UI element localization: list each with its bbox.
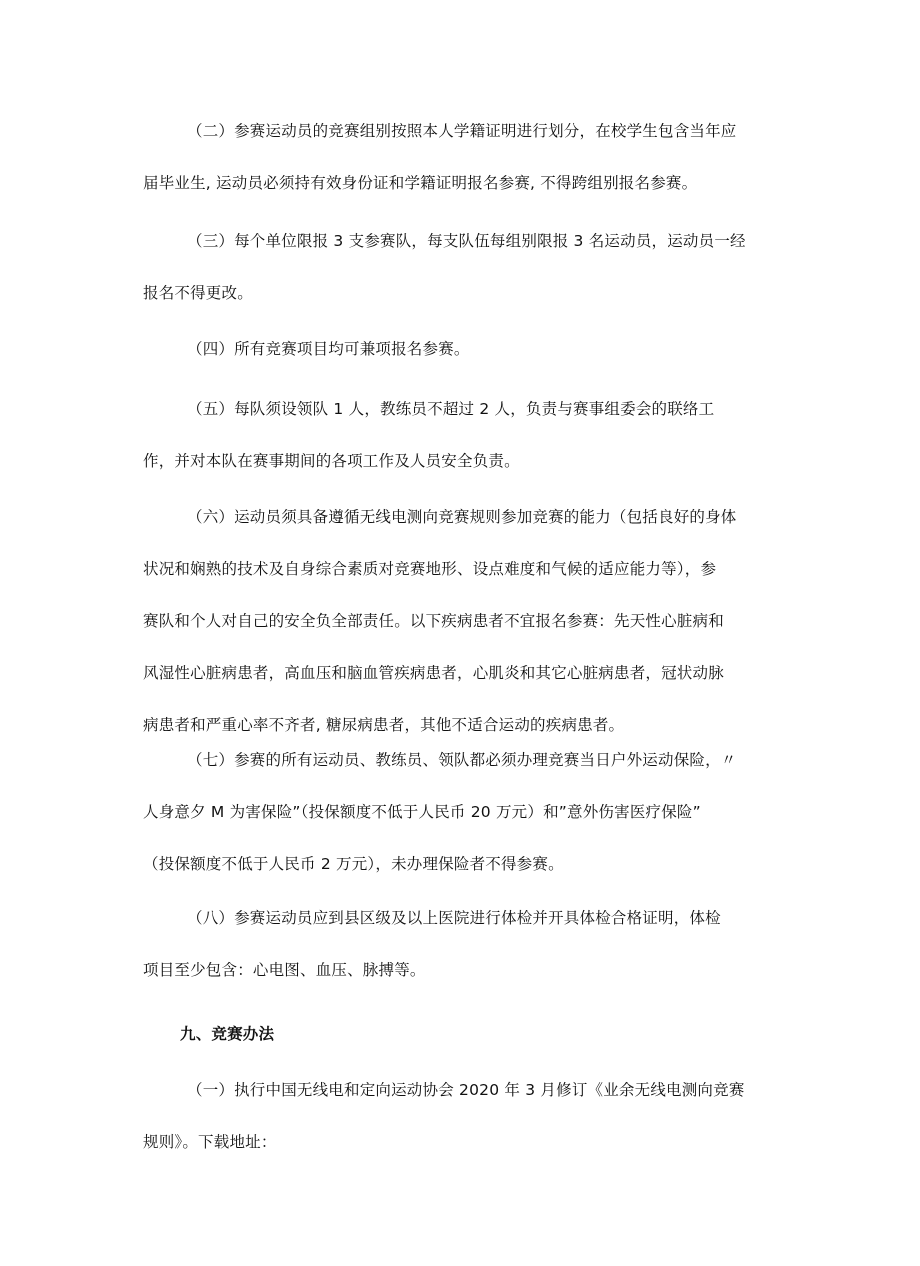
text-line: （八）参赛运动员应到县区级及以上医院进行体检并开具体检合格证明，体检 bbox=[187, 909, 721, 927]
text-line: 项目至少包含：心电图、血压、脉搏等。 bbox=[143, 961, 426, 979]
text-line: 报名不得更改。 bbox=[143, 284, 253, 302]
text-line: （二）参赛运动员的竞赛组别按照本人学籍证明进行划分，在校学生包含当年应 bbox=[187, 122, 737, 140]
paragraph-insurance bbox=[143, 734, 783, 890]
paragraph-health-requirements bbox=[143, 491, 783, 751]
text-line: （一）执行中国无线电和定向运动协会 2020 年 3 月修订《业余无线电测向竞赛 bbox=[187, 1081, 745, 1099]
text-line: （三）每个单位限报 3 支参赛队，每支队伍每组别限报 3 名运动员，运动员一经 bbox=[187, 232, 746, 250]
text-line: （五）每队须设领队 1 人，教练员不超过 2 人，负责与赛事组委会的联络工 bbox=[187, 400, 715, 418]
paragraph-multiple-events bbox=[143, 323, 783, 375]
text-line: 人身意夕 M 为害保险”（投保额度不低于人民币 20 万元）和”意外伤害医疗保险” bbox=[143, 803, 701, 821]
paragraph-medical-exam bbox=[143, 892, 783, 996]
text-line: （七）参赛的所有运动员、教练员、领队都必须办理竞赛当日户外运动保险，〃 bbox=[187, 751, 737, 769]
text-line: 病患者和严重心率不齐者, 糖尿病患者，其他不适合运动的疾病患者。 bbox=[143, 716, 625, 734]
paragraph-rules-reference bbox=[143, 1064, 783, 1168]
paragraph-team-limits bbox=[143, 215, 783, 319]
text-line: （投保额度不低于人民币 2 万元），未办理保险者不得参赛。 bbox=[143, 855, 564, 873]
text-line: （六）运动员须具备遵循无线电测向竞赛规则参加竞赛的能力（包括良好的身体 bbox=[187, 508, 737, 526]
text-line: 规则》。下载地址： bbox=[143, 1133, 277, 1151]
text-line: 风湿性心脏病患者，高血压和脑血管疾病患者，心肌炎和其它心脏病患者，冠状动脉 bbox=[143, 664, 724, 682]
text-line: 届毕业生, 运动员必须持有效身份证和学籍证明报名参赛, 不得跨组别报名参赛。 bbox=[143, 174, 698, 192]
text-line: （四）所有竞赛项目均可兼项报名参赛。 bbox=[187, 340, 470, 358]
section-heading-competition-method: 九、竞赛办法 bbox=[180, 1025, 275, 1043]
text-line: 赛队和个人对自己的安全负全部责任。以下疾病患者不宜报名参赛：先天性心脏病和 bbox=[143, 612, 724, 630]
paragraph-eligibility-grouping bbox=[143, 105, 783, 209]
text-line: 状况和娴熟的技术及自身综合素质对竞赛地形、设点难度和气候的适应能力等），参 bbox=[143, 560, 717, 578]
text-line: 作，并对本队在赛事期间的各项工作及人员安全负责。 bbox=[143, 452, 520, 470]
paragraph-team-leader bbox=[143, 383, 783, 487]
